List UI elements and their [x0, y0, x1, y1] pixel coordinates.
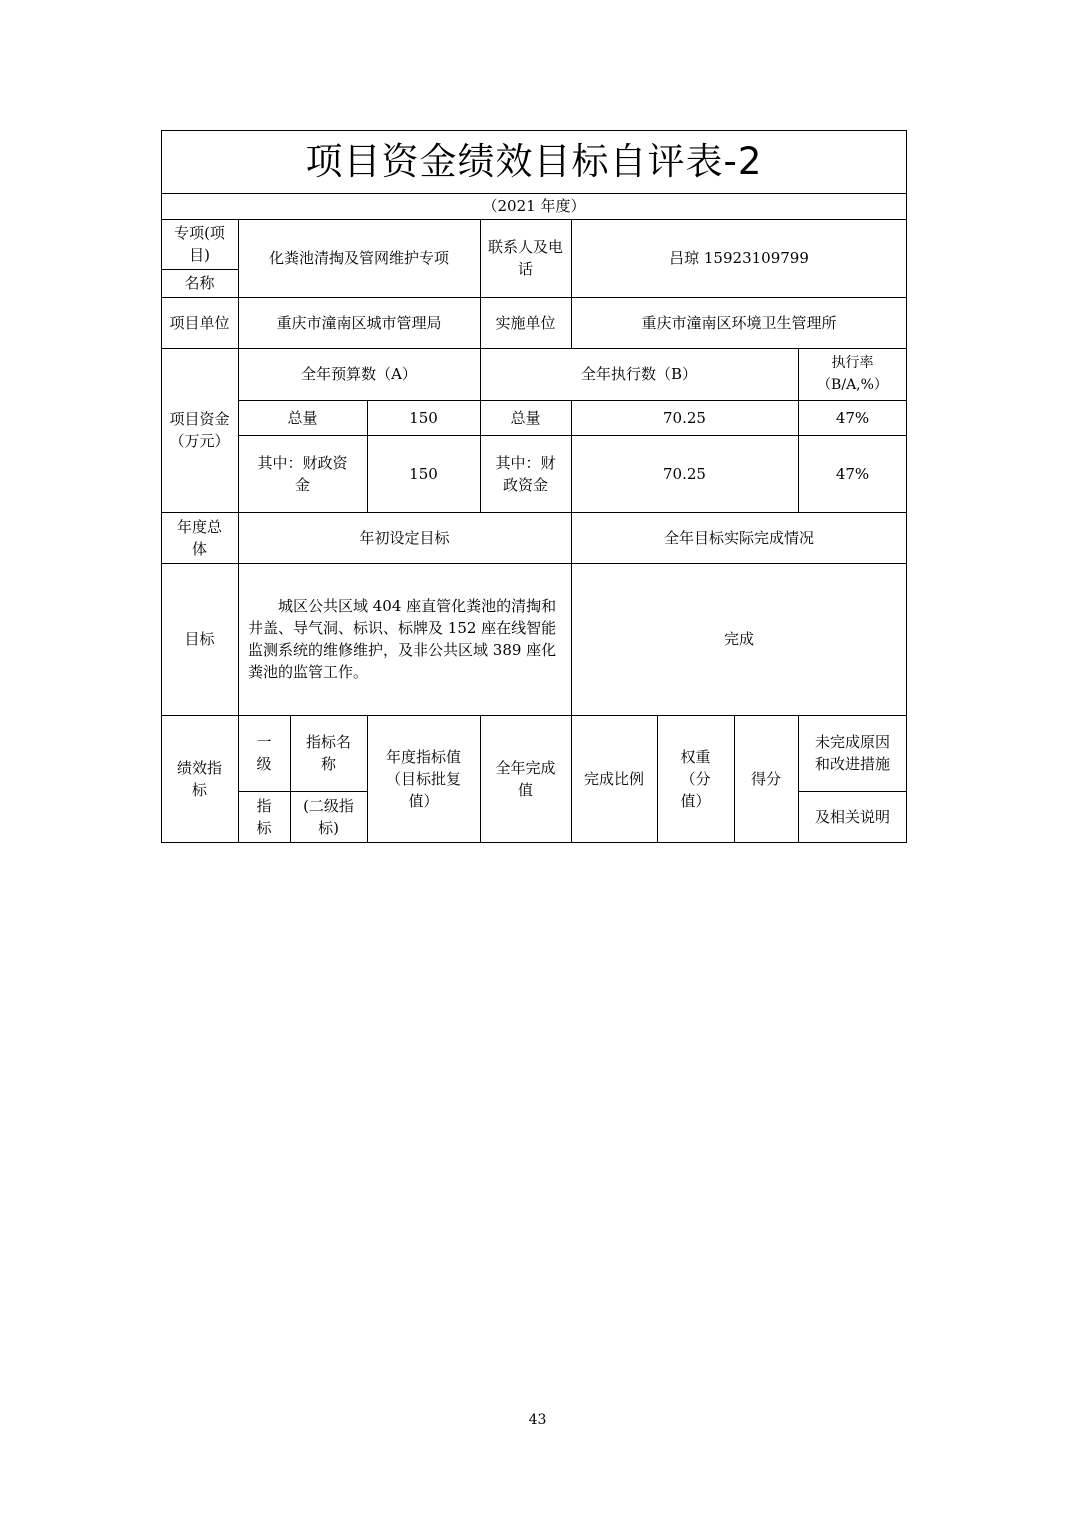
project-name-value: 化粪池清掏及管网维护专项: [268, 249, 449, 267]
rule: [798, 715, 799, 843]
self-evaluation-table: [161, 130, 907, 843]
indicators-label: 绩效指标: [176, 759, 222, 799]
indicator-header: 指标: [256, 797, 272, 837]
annual-label: 年度总体: [176, 517, 222, 558]
rule: [238, 435, 907, 436]
rule: [161, 219, 907, 220]
reason-header: 未完成原因和改进措施: [814, 733, 890, 773]
project-name-label-2: 名称: [184, 274, 215, 292]
impl-unit-value: 重庆市潼南区环境卫生管理所: [641, 313, 837, 332]
exec-header: 全年执行数（B）: [580, 365, 698, 383]
rule: [480, 219, 481, 512]
rule: [657, 715, 658, 843]
rate-header: 执行率（B/A,%）: [817, 355, 888, 393]
rule: [480, 715, 481, 843]
funds-label: 项目资金（万元）: [169, 410, 230, 450]
total-budget-value: 150: [409, 408, 438, 427]
level1-header: 一级: [256, 733, 272, 773]
goal-label: 目标: [184, 630, 215, 648]
fiscal-budget-value: 150: [409, 464, 438, 483]
rule: [161, 512, 907, 513]
rule: [571, 400, 572, 512]
level2-header: (二级指标): [303, 797, 354, 837]
year-label: （2021 年度）: [482, 197, 586, 215]
fiscal-budget-label: 其中：财政资金: [257, 453, 348, 494]
full-year-value-header: 全年完成值: [495, 759, 556, 799]
rule: [161, 269, 238, 270]
rule: [571, 219, 572, 348]
project-unit-label: 项目单位: [169, 313, 230, 332]
completion-ratio-header: 完成比例: [583, 770, 644, 788]
annual-value-header: 年度指标值（目标批复值）: [385, 748, 461, 810]
impl-unit-label: 实施单位: [495, 313, 556, 332]
contact-label: 联系人及电话: [487, 238, 563, 278]
fiscal-exec-label: 其中：财政资金: [495, 453, 556, 494]
rule: [367, 400, 368, 512]
rule: [734, 715, 735, 843]
rule: [798, 791, 907, 792]
rule: [798, 348, 799, 512]
weight-header: 权重（分值）: [680, 748, 711, 810]
initial-target-header: 年初设定目标: [359, 528, 450, 547]
table-title: 项目资金绩效目标自评表-2: [305, 139, 763, 183]
total-rate-value: 47%: [835, 408, 870, 427]
rule: [238, 219, 239, 843]
total-budget-label: 总量: [287, 408, 318, 427]
project-unit-value: 重庆市潼南区城市管理局: [276, 313, 442, 332]
score-header: 得分: [750, 770, 781, 788]
rule: [161, 563, 907, 564]
rule: [161, 297, 907, 298]
contact-value: 吕琼 15923109799: [669, 249, 809, 267]
border-bottom: [161, 842, 907, 843]
notes-header: 及相关说明: [814, 808, 890, 826]
rule: [238, 791, 367, 792]
fiscal-exec-value: 70.25: [663, 464, 706, 483]
budget-header: 全年预算数（A）: [301, 365, 417, 383]
total-exec-value: 70.25: [663, 408, 706, 427]
goal-status: 完成: [723, 630, 754, 648]
rule: [238, 400, 907, 401]
border-left: [161, 130, 162, 843]
border-top: [161, 130, 907, 131]
rule: [161, 193, 907, 194]
total-exec-label: 总量: [510, 408, 541, 427]
rule: [571, 512, 572, 843]
rule: [161, 715, 907, 716]
fiscal-rate-value: 47%: [835, 464, 870, 483]
rule: [161, 348, 907, 349]
goal-text: 城区公共区域 404 座直管化粪池的清掏和井盖、导气洞、标识、标牌及 152 座在线智能监测系统的维修维护，及非公共区域 389 座化粪池的监管工作。: [248, 597, 557, 681]
rule: [367, 715, 368, 843]
rule: [290, 715, 291, 843]
indicator-name-header: 指标名称: [305, 733, 351, 773]
actual-completion-header: 全年目标实际完成情况: [663, 528, 814, 547]
page-number: 43: [528, 1412, 547, 1428]
border-right: [906, 130, 907, 843]
project-name-label-1: 专项(项目): [174, 224, 225, 264]
